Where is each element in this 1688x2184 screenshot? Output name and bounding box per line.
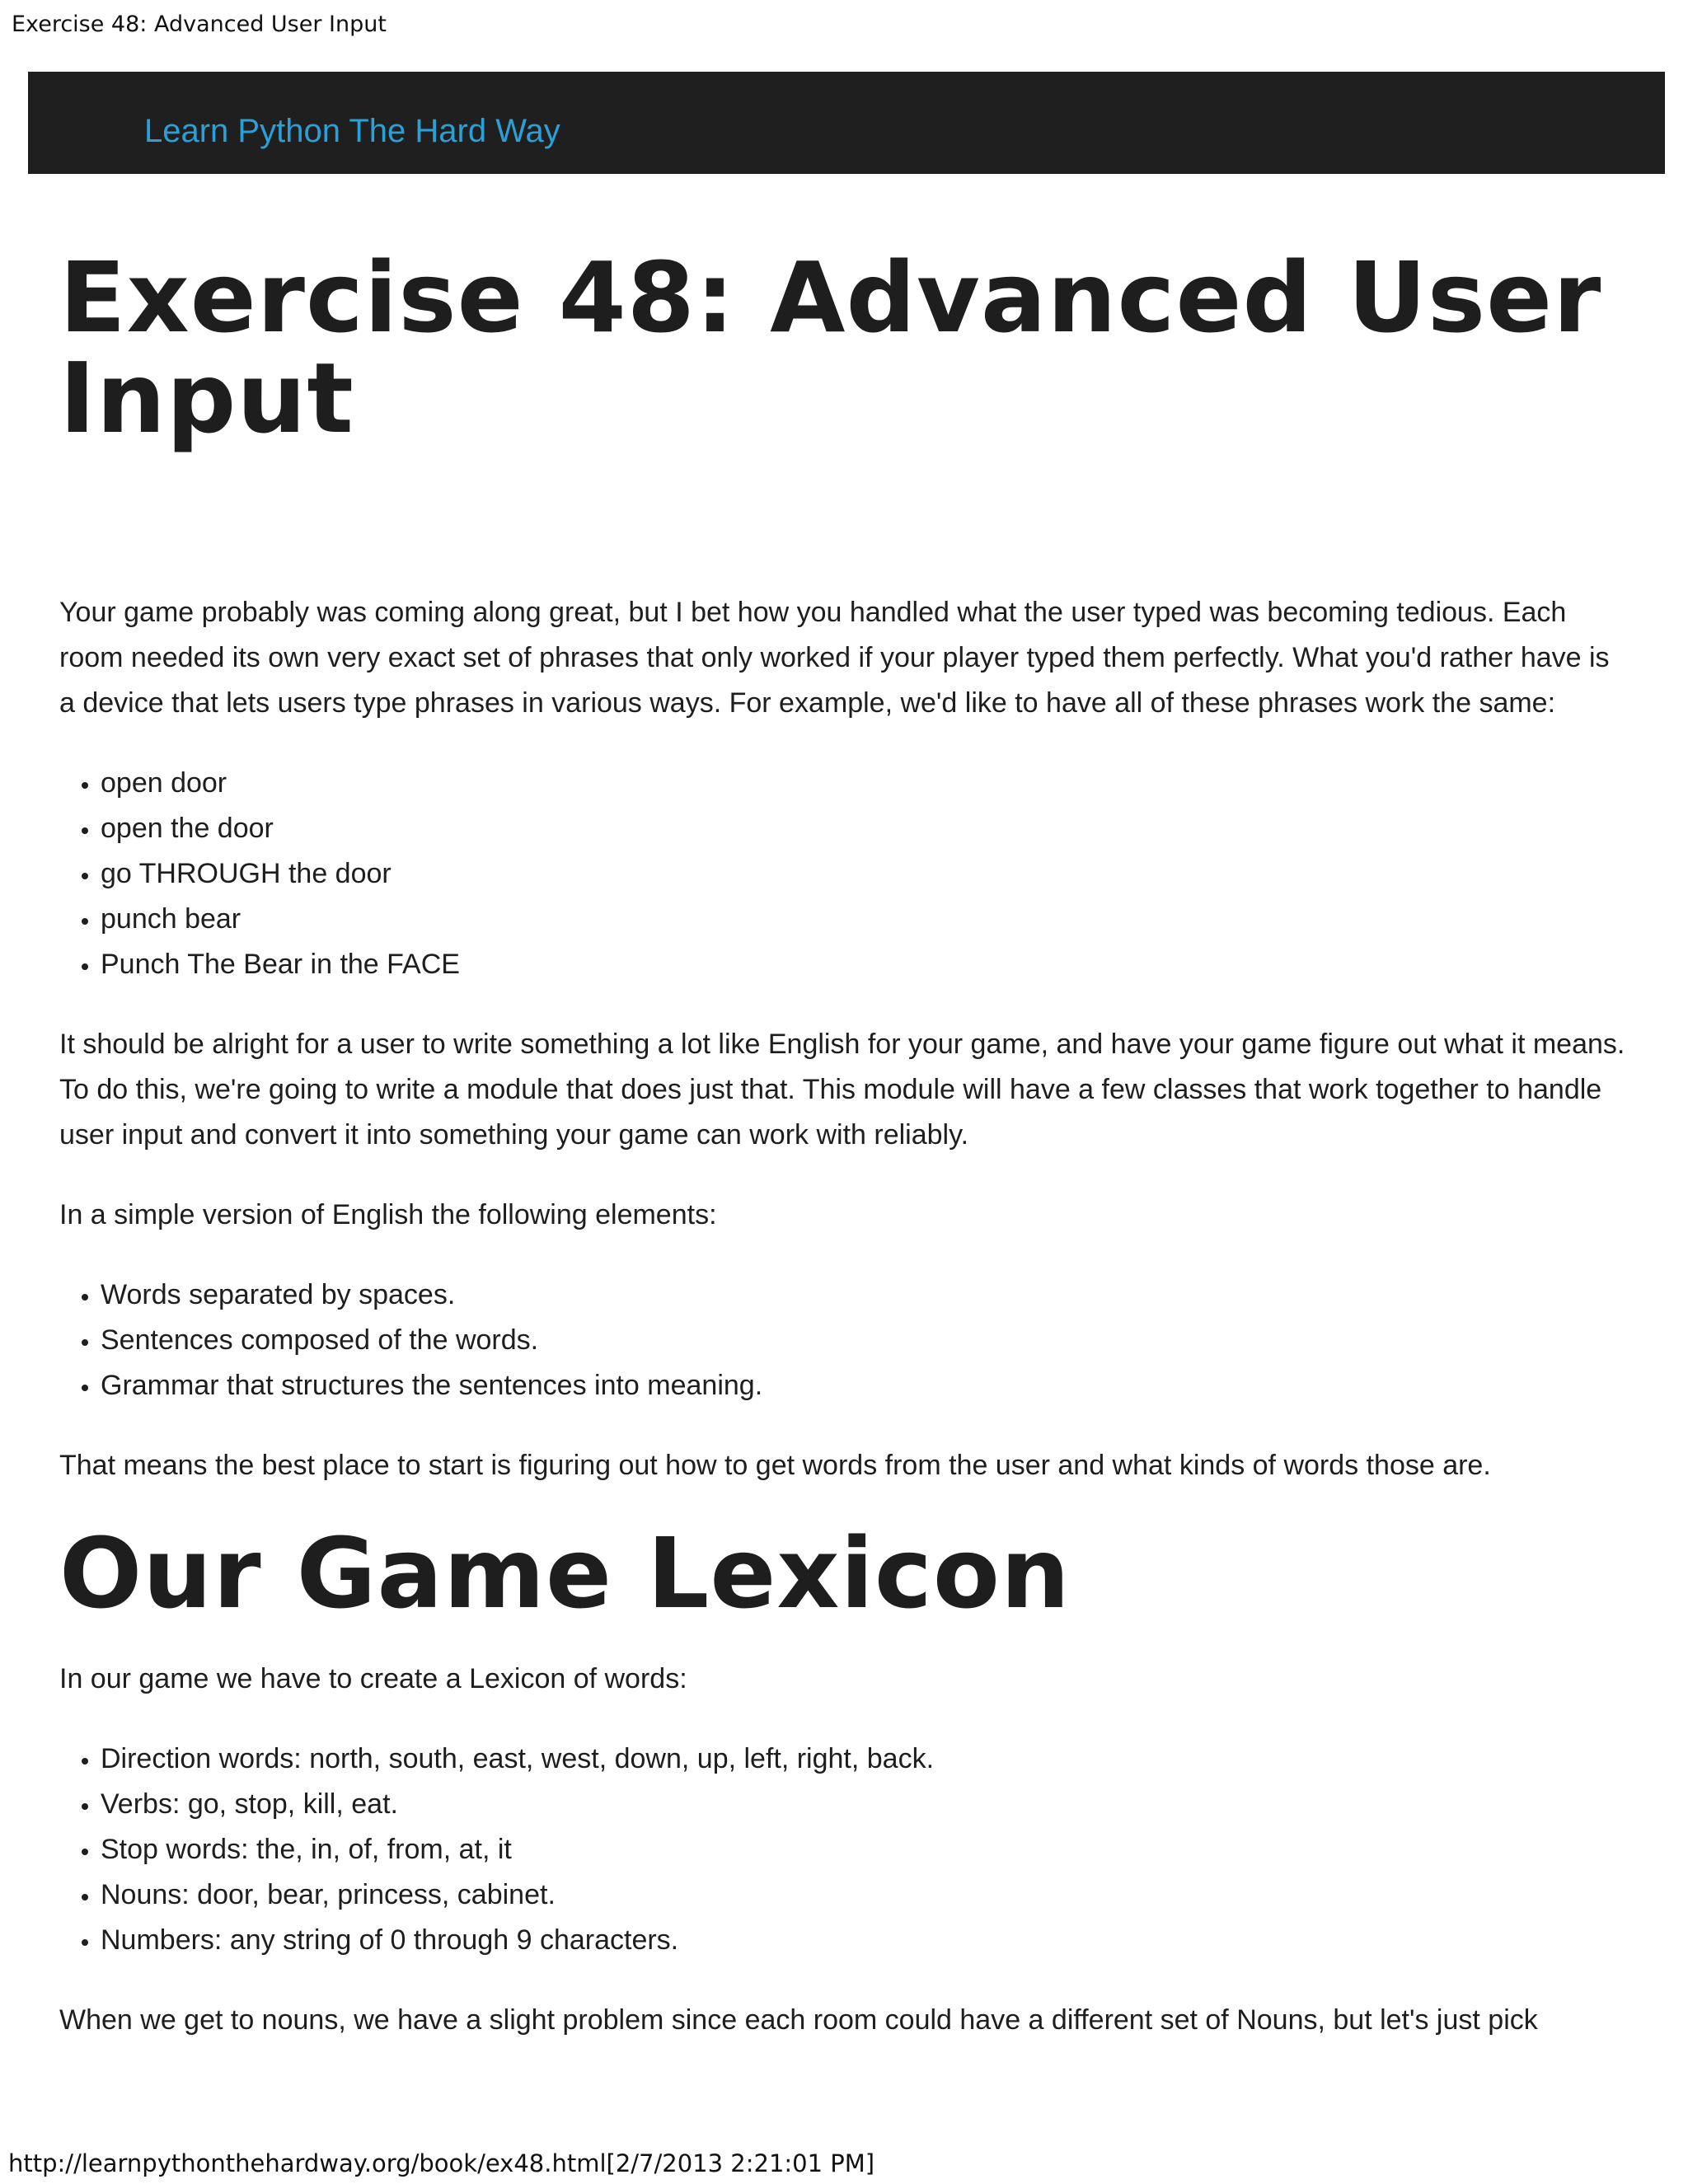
module-paragraph: It should be alright for a user to write something a lot like English for your game, and have your game figure out what it means. To do this, we're going to write a module that does just that. This module will have a few classes that work together to handle user input and convert it into something your game can work with reliably. bbox=[59, 1029, 1625, 1151]
intro-paragraph: Your game probably was coming along great, but I bet how you handled what the user typed was becoming tedious. Each room needed its own very exact set of phrases that only worked if your player typed them perfectly. What you'd rather have is a device that lets users type phrases in various ways. For example, we'd like to have all of these phrases work the same: bbox=[59, 597, 1610, 719]
list-item: • Verbs: go, stop, kill, eat. bbox=[101, 1782, 1625, 1827]
list-item: • Words separated by spaces. bbox=[101, 1272, 1625, 1318]
list-item: • open door bbox=[101, 761, 1625, 806]
print-header-title: Exercise 48: Advanced User Input bbox=[12, 12, 387, 37]
list-item: • Numbers: any string of 0 through 9 characters. bbox=[101, 1918, 1625, 1963]
list-item: • open the door bbox=[101, 806, 1625, 851]
list-item: • Punch The Bear in the FACE bbox=[101, 942, 1625, 987]
section-heading-lexicon: Our Game Lexicon bbox=[59, 1516, 1071, 1630]
list-item: • Grammar that structures the sentences into meaning. bbox=[101, 1363, 1625, 1408]
lexicon-list bbox=[59, 1736, 1625, 1963]
elements-list bbox=[59, 1272, 1625, 1408]
lexicon-intro-paragraph: In our game we have to create a Lexicon of words: bbox=[59, 1663, 687, 1694]
list-item: • punch bear bbox=[101, 897, 1625, 942]
list-item: • go THROUGH the door bbox=[101, 851, 1625, 897]
page-title: Exercise 48: Advanced User Input bbox=[59, 241, 1602, 455]
article-content bbox=[59, 241, 1625, 2078]
start-paragraph: That means the best place to start is figuring out how to get words from the user and what kinds of words those are. bbox=[59, 1450, 1491, 1481]
list-item: • Sentences composed of the words. bbox=[101, 1318, 1625, 1363]
list-item: • Direction words: north, south, east, west, down, up, left, right, back. bbox=[101, 1736, 1625, 1782]
print-footer-url: http://learnpythonthehardway.org/book/ex48.html[2/7/2013 2:21:01 PM] bbox=[8, 2149, 875, 2177]
phrase-list bbox=[59, 761, 1625, 987]
navbar bbox=[28, 72, 1665, 174]
nouns-paragraph: When we get to nouns, we have a slight problem since each room could have a different set of Nouns, but let's just pick bbox=[59, 2004, 1538, 2036]
english-elements-paragraph: In a simple version of English the following elements: bbox=[59, 1199, 717, 1230]
list-item: • Nouns: door, bear, princess, cabinet. bbox=[101, 1872, 1625, 1918]
brand-link[interactable]: Learn Python The Hard Way bbox=[144, 113, 560, 149]
list-item: • Stop words: the, in, of, from, at, it bbox=[101, 1827, 1625, 1872]
